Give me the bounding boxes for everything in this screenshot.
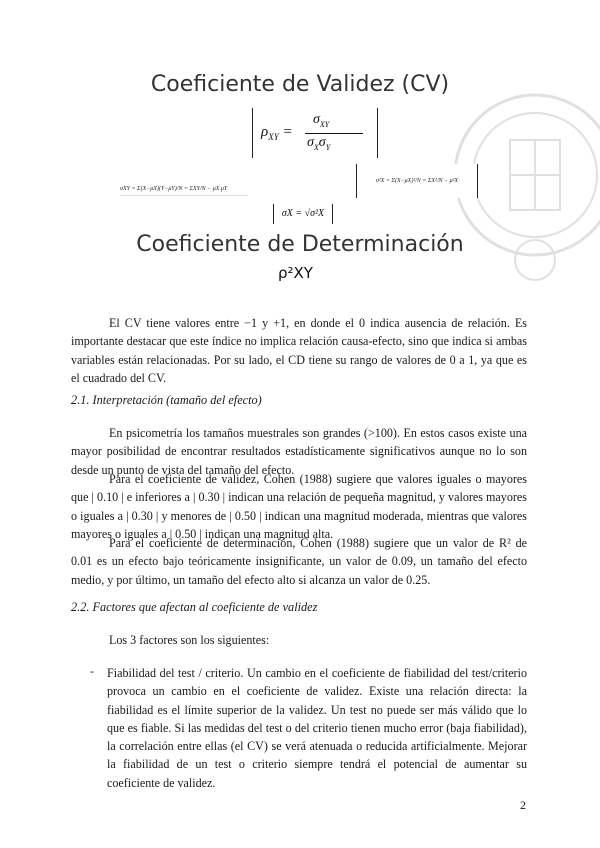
formula-cv-lhs: $\rho_{XY}$ = (261, 124, 293, 142)
paragraph-factors-intro: Los 3 factores son los siguientes: (109, 633, 270, 647)
fraction-line (305, 133, 363, 134)
title-cv: Coeficiente de Validez (CV) (150, 72, 450, 97)
formula-cv-box (252, 108, 378, 158)
rho-squared: ρ²XY (278, 264, 313, 282)
formula-cv-denominator: $\sigma_X\sigma_Y$ (307, 135, 331, 152)
heading-2-2: 2.2. Factores que afectan al coeficiente de validez (71, 600, 318, 614)
page-number: 2 (520, 798, 526, 812)
bullet-dash: - (90, 664, 94, 678)
paragraph-sample-size: En psicometría los tamaños muestrales son grandes (>100). En estos casos existe una mayor posibilidad de encontrar resultados estadísticamente significativos aunque no lo son desde un punto de vista del tamaño del efecto. (71, 426, 527, 477)
formula-variance: σ²X = Σ(X−μX)²/N = ΣX²/N − μ²X (356, 164, 478, 198)
heading-2-1: 2.1. Interpretación (tamaño del efecto) (71, 393, 262, 407)
paragraph-cv-range: El CV tiene valores entre −1 y +1, en donde el 0 indica ausencia de relación. Es importante destacar que este índice no implica relación causa-efecto, sino que indica si ambas variables están relacionadas. Por su lado, el CD tiene su rango de valores de 0 a 1, ya que es el cuadrado del CV. (71, 316, 527, 385)
formula-cv-numerator: $\sigma_{XY}$ (313, 112, 330, 129)
paragraph-cohen-cv: Para el coeficiente de validez, Cohen (1988) sugiere que valores iguales o mayores que | 0.10 | e inferiores a | 0.30 | indican una relación de pequeña magnitud, y valores mayores o iguales a | 0.30 | y menores de | 0.50 | indican una magnitud moderada, mientras que valores mayores o iguales a | 0.50 | indican una magnitud alta. (71, 472, 527, 541)
bullet-reliability: Fiabilidad del test / criterio. Un cambio en el coeficiente de fiabilidad del test/criterio provoca un cambio en el coeficiente de validez. Existe una relación directa: la fiabilidad es el límite superior de la validez. Un test no puede ser más válido que lo que es fiable. Si las medidas del test o del criterio tienen mucho error (baja fiabilidad), la correlación entre ellas (el CV) se verá atenuada o reducida artificialmente. Mejorar la fiabilidad de un test o criterio siempre tendrá el potencial de aumentar su coeficiente de validez. (107, 666, 527, 790)
formula-covariance: σXY = Σ(X−μX)(Y−μY)/N = ΣXY/N − μX μY (120, 183, 248, 196)
title-cd: Coeficiente de Determinación (136, 232, 464, 257)
formula-standard-deviation: σX = √σ²X (273, 204, 333, 224)
paragraph-cohen-cd: Para el coeficiente de determinación, Cohen (1988) sugiere que un valor de R² de 0.01 es un efecto bajo teóricamente insignificante, un valor de 0.09, un tamaño del efecto medio, y por último, un tamaño del efecto alto si alcanza un valor de 0.25. (71, 536, 527, 587)
